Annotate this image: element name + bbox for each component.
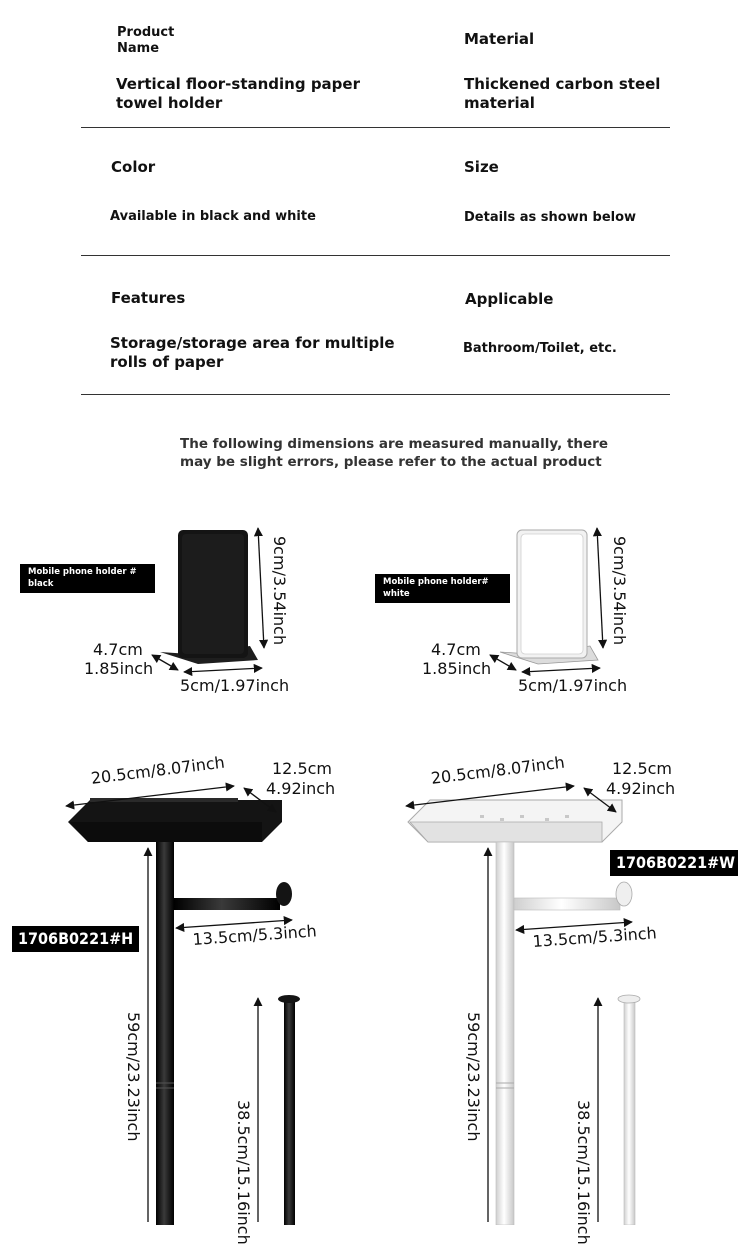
black-holder-height-dim: 9cm/3.54inch bbox=[270, 536, 289, 646]
white-holder-depth-cm: 4.7cm bbox=[431, 640, 481, 659]
color-label: Color bbox=[111, 158, 156, 176]
black-shelf-width-dim: 20.5cm/8.07inch bbox=[89, 752, 226, 788]
black-spare-rod bbox=[278, 995, 300, 1225]
white-shelf-depth-in: 4.92inch bbox=[606, 779, 676, 798]
white-spare-rod bbox=[618, 995, 640, 1225]
black-phone-holder bbox=[160, 530, 258, 664]
white-phone-holder-tag: Mobile phone holder# white bbox=[375, 574, 510, 603]
white-holder-height-dim: 9cm/3.54inch bbox=[610, 536, 629, 646]
black-holder-width-dim: 5cm/1.97inch bbox=[180, 676, 290, 695]
white-holder-width-dim: 5cm/1.97inch bbox=[518, 676, 628, 695]
measurement-note: The following dimensions are measured manually, there may be slight errors, please refer to the actual product bbox=[180, 436, 608, 470]
product-name-label: Product Name bbox=[117, 25, 175, 56]
white-arm-dim: 13.5cm/5.3inch bbox=[531, 923, 658, 951]
black-holder-depth-cm: 4.7cm bbox=[93, 640, 143, 659]
white-stand-code: 1706B0221#W bbox=[610, 850, 738, 876]
black-arm-dim: 13.5cm/5.3inch bbox=[191, 921, 318, 949]
black-spare-rod-dim: 38.5cm/15.16inch bbox=[234, 1100, 253, 1245]
white-shelf-depth-cm: 12.5cm bbox=[612, 759, 673, 778]
applicable-label: Applicable bbox=[465, 290, 554, 308]
material-label: Material bbox=[464, 30, 535, 48]
features-value: Storage/storage area for multiple rolls of paper bbox=[110, 334, 395, 371]
black-stand-code: 1706B0221#H bbox=[12, 926, 139, 952]
white-phone-holder bbox=[500, 530, 598, 664]
applicable-value: Bathroom/Toilet, etc. bbox=[463, 341, 617, 356]
features-label: Features bbox=[111, 289, 186, 307]
material-value: Thickened carbon steel material bbox=[464, 75, 661, 112]
black-shelf-depth-cm: 12.5cm bbox=[272, 759, 333, 778]
size-label: Size bbox=[464, 158, 499, 176]
white-height-dim: 59cm/23.23inch bbox=[464, 1012, 483, 1142]
black-phone-holder-tag: Mobile phone holder # black bbox=[20, 564, 155, 593]
white-shelf-width-dim: 20.5cm/8.07inch bbox=[429, 752, 566, 788]
color-value: Available in black and white bbox=[110, 209, 316, 224]
white-holder-depth-in: 1.85inch bbox=[422, 659, 492, 678]
black-height-dim: 59cm/23.23inch bbox=[124, 1012, 143, 1142]
black-holder-depth-in: 1.85inch bbox=[84, 659, 154, 678]
size-value: Details as shown below bbox=[464, 210, 637, 225]
black-shelf-depth-in: 4.92inch bbox=[266, 779, 336, 798]
white-spare-rod-dim: 38.5cm/15.16inch bbox=[574, 1100, 593, 1245]
product-name-value: Vertical floor-standing paper towel holder bbox=[116, 75, 360, 112]
